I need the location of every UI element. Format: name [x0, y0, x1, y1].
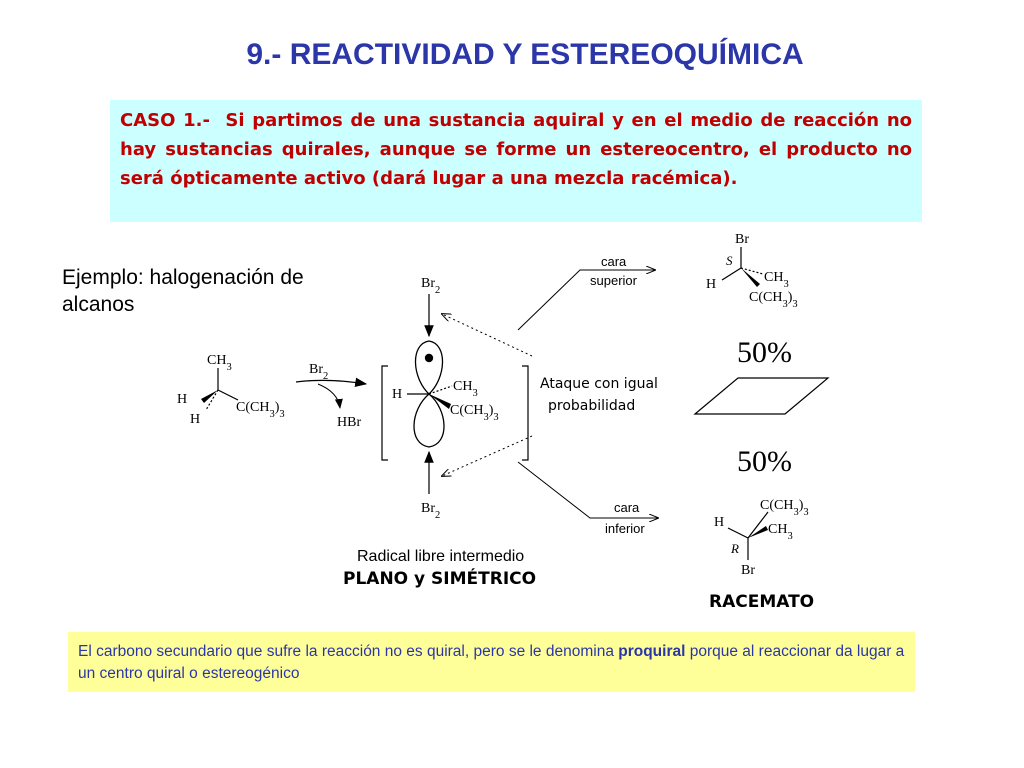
wedge-bond [201, 390, 218, 403]
racemato-label: RACEMATO [709, 592, 815, 612]
radical-intermediate [382, 341, 528, 460]
radical-ch3: $CH_3$ [453, 379, 478, 399]
product-s-enantiomer [706, 232, 798, 310]
proquiral-note [68, 632, 915, 692]
product-r-h: H [714, 515, 725, 530]
cara-superior-2: superior [590, 273, 637, 288]
product-s-ch3: $CH_3$ [764, 270, 789, 290]
cara-superior-path [518, 254, 655, 330]
radical-cch3: $C(CH_3)_3$ [450, 403, 499, 423]
reagent-arrow [296, 362, 366, 430]
p-orbital-top-lobe [415, 341, 442, 394]
byproduct-hbr: HBr [337, 415, 362, 430]
radical-caption: Radical libre intermedio [357, 548, 525, 565]
attack-line-1: Ataque con igual [540, 376, 658, 392]
reagent-br2: $Br_2$ [309, 362, 329, 382]
cara-inferior-2: inferior [605, 521, 645, 536]
attack-arrow-bottom [442, 436, 532, 476]
p-orbital-bottom-lobe [414, 394, 444, 447]
attack-line-2: probabilidad [548, 398, 636, 414]
caso-text: Si partimos de una sustancia aquiral y en el medio de reacción no hay sustancias quirales, aunque se forme un estereocentro, el producto no será ópticamente activo (dará lugar a una mezcla racémica). [120, 110, 912, 189]
product-s-br: Br [735, 232, 749, 247]
br2-top-attack [421, 276, 440, 336]
product-s-cch3: $C(CH_3)_3$ [749, 290, 798, 310]
product-r-config: R [731, 541, 739, 556]
unpaired-electron [425, 354, 433, 362]
page-title: 9.- REACTIVIDAD Y ESTEREOQUÍMICA [246, 38, 804, 71]
cara-inferior-path [518, 462, 658, 536]
reactant-h1: H [177, 392, 188, 407]
product-r-cch3: $C(CH_3)_3$ [760, 498, 809, 518]
reactant-molecule [177, 353, 285, 427]
note-text-before: El carbono secundario que sufre la reacción no es quiral, pero se le denomina [78, 643, 619, 660]
example-label: Ejemplo: halogenación de alcanos [62, 266, 304, 316]
note-bold-term: proquiral [618, 643, 686, 660]
product-r-ch3: $CH_3$ [768, 522, 793, 542]
radical-h: H [392, 387, 403, 402]
attack-arrow-top [442, 314, 532, 356]
br2-top-label: $Br_2$ [421, 276, 441, 296]
br2-bottom-attack [421, 452, 440, 521]
note-text-after: porque al reaccionar da lugar a un centro quiral o estereogénico [78, 643, 905, 682]
planar-radical-shape [695, 378, 828, 414]
product-s-config: S [726, 253, 733, 268]
cara-superior-1: cara [601, 254, 627, 269]
percent-bottom: 50% [737, 445, 792, 478]
radical-emphasis: PLANO y SIMÉTRICO [343, 569, 537, 589]
reactant-cch3: $C(CH_3)_3$ [236, 400, 285, 420]
reactant-h2: H [190, 412, 201, 427]
cara-inferior-1: cara [614, 500, 640, 515]
caso-label: CASO 1.- [120, 110, 210, 131]
product-r-br: Br [741, 563, 755, 578]
reactant-ch3: $CH_3$ [207, 353, 232, 373]
product-r-enantiomer [714, 498, 809, 578]
product-s-h: H [706, 277, 717, 292]
br2-bottom-label: $Br_2$ [421, 501, 441, 521]
percent-top: 50% [737, 336, 792, 369]
